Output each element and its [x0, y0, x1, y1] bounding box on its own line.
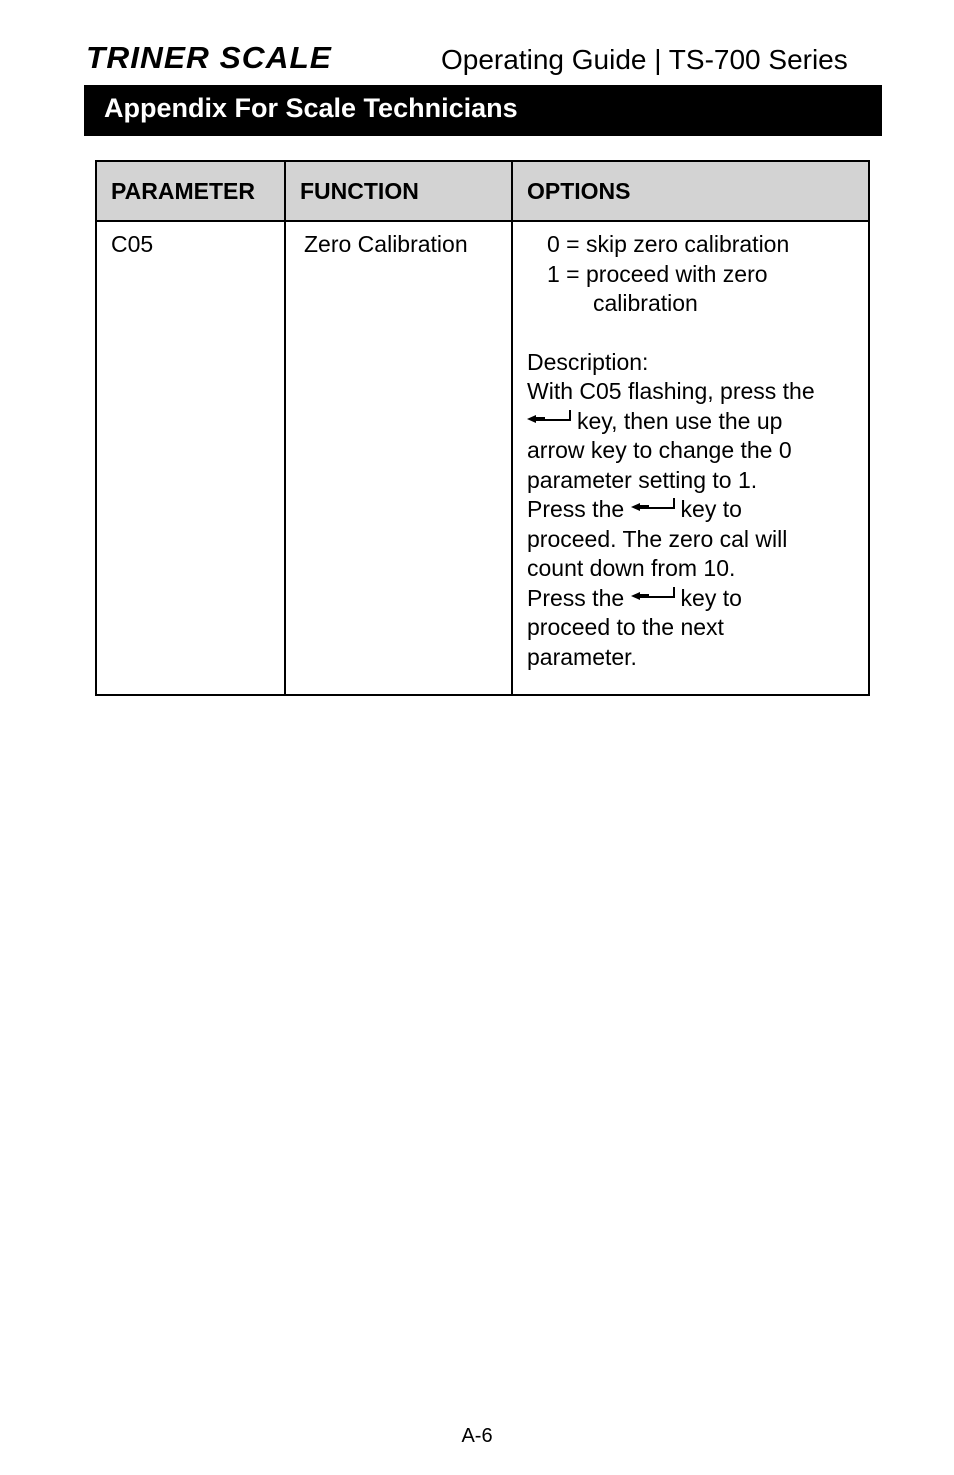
brand-logo: TRINER SCALE [86, 40, 332, 75]
description-line: arrow key to change the 0 [527, 437, 792, 463]
description-line: Press the key to [527, 496, 742, 522]
description-line: proceed. The zero cal will [527, 525, 788, 552]
options-cell [512, 221, 869, 695]
description-line: count down from 10. [527, 555, 736, 581]
table-header-row [96, 161, 869, 221]
description-line: proceed to the next [527, 614, 724, 640]
document-title: Operating Guide | TS-700 Series [441, 44, 848, 75]
description-line: parameter. [527, 643, 637, 670]
option-one: 1 = proceed with zero [547, 260, 768, 287]
enter-key-icon [631, 587, 677, 603]
description-line: parameter setting to 1. [527, 466, 758, 493]
column-header-parameter: PARAMETER [96, 161, 285, 221]
section-title: Appendix For Scale Technicians [104, 93, 518, 123]
enter-key-icon [527, 410, 573, 426]
enter-key-icon [631, 498, 677, 514]
parameter-cell: C05 [96, 221, 285, 695]
table-row [96, 221, 869, 695]
option-one-continued: calibration [593, 290, 698, 316]
description-line: With C05 flashing, press the [527, 378, 815, 404]
column-header-options: OPTIONS [512, 161, 869, 221]
description-label: Description: [527, 348, 649, 375]
description-line: key, then use the up [527, 407, 854, 437]
parameter-table [95, 160, 870, 696]
section-header [84, 85, 882, 136]
column-header-function: FUNCTION [285, 161, 512, 221]
description-line: Press the key to [527, 584, 742, 611]
function-cell: Zero Calibration [285, 221, 512, 695]
page-number: A-6 [461, 1425, 493, 1447]
option-zero: 0 = skip zero calibration [547, 231, 790, 257]
